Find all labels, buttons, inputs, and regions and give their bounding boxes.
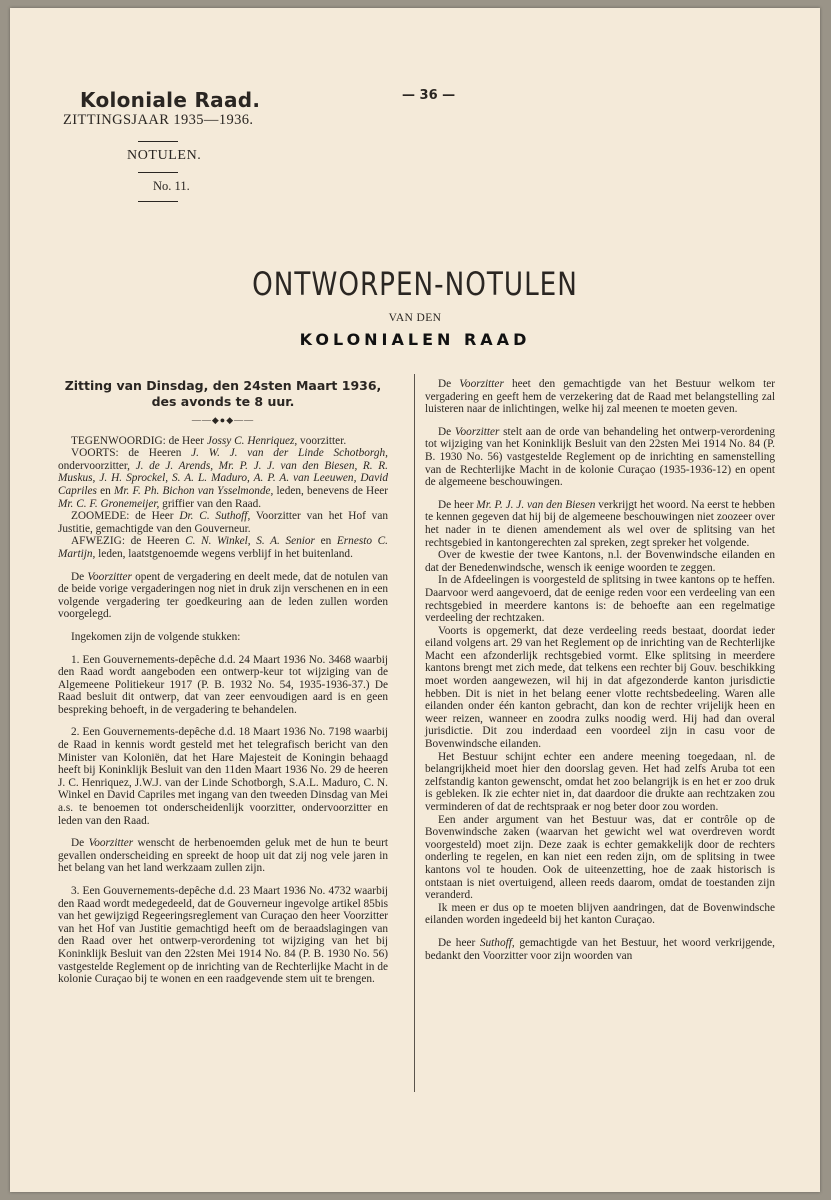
divider [138, 201, 178, 202]
issue-number: No. 11. [153, 179, 190, 193]
welcome-paragraph: De Voorzitter heet den gemachtigde van het Bestuur welkom ter vergadering en geeft hem de verzekering dat de Raad met belangstelling zal luisteren naar de inlichtingen, welke hij zal meenen te moeten geven. [425, 378, 776, 416]
left-column [58, 378, 388, 996]
incoming-item-2: 2. Een Gouvernements-depêche d.d. 18 Maart 1936 No. 7198 waarbij de Raad in kennis wordt gesteld met het telegrafisch bericht van den Minister van Koloniën, dat het Hare Majesteit de Koningin behaagd heeft bij Koninklijk Besluit van den 11den Maart 1936 No. 29 de heeren J. C. Henriquez, J.W.J. van der Linde Schotborgh, S.A.L. Maduro, C. N. Winkel en David Capriles met ingang van den tweeden Dinsdag van Mei a.s. te benoemen tot onderscheidenlijk voorzitter, ondervoorzitter en leden van den Raad. [58, 726, 388, 827]
council-title: Koloniale Raad. [80, 88, 261, 112]
document-title: ONTWORPEN-NOTULEN [252, 265, 578, 303]
notulen-label: NOTULEN. [127, 148, 202, 163]
attendance-voorts: VOORTS: de Heeren J. W. J. van der Linde Schotborgh, ondervoorzitter, J. de J. Arends, Mr. P. J. J. van den Biesen, R. R. Muskus, J. H. Sprockel, S. A. L. Maduro, A. P. A. van Leeuwen, David Capriles en Mr. F. Ph. Bichon van Ysselmonde, leden, benevens de Heer Mr. C. F. Gronemeijer, griffier van den Raad. [58, 447, 389, 510]
council-name-banner: KOLONIALEN RAAD [299, 330, 531, 349]
sitting-heading: Zitting van Dinsdag, den 24sten Maart 1936, des avonds te 8 uur. [64, 378, 382, 409]
speaker-intro-paragraph: De heer Mr. P. J. J. van den Biesen verkrijgt het woord. Na eerst te hebben te kennen gegeven dat hij bij de algemeene beschouwingen niet zoozeer over het nader in te dienen amendement als wel over de splitsing van het rechtsgebied in kantongerechten zal spreken, zegt spreker het volgende. [425, 498, 775, 549]
divider [138, 141, 178, 142]
document-page [10, 8, 820, 1192]
attendance-afwezig: AFWEZIG: de Heeren C. N. Winkel, S. A. Senior en Ernesto C. Martijn, leden, laatstgenoemde wegens verblijf in het buitenland. [58, 535, 388, 560]
subtitle-van-den: VAN DEN [388, 312, 442, 324]
incoming-item-3: 3. Een Gouvernements-depêche d.d. 23 Maart 1936 No. 4732 waarbij den Raad wordt medegedeeld, dat de Gouverneur ingevolge artikel 85bis van het gewijzigd Regeeringsreglement van Curaçao den heer Voorzitter van het Hof van Justitie gemachtigd heeft om de beraadslagingen van den Raad over het ontwerp-verordening tot wijziging van het bij Koninklijk Besluit van den 22sten Mei 1914 No. 84 (P. B. 1930 No. 56) vastgestelde Reglement op de inrichting van de Rechterlijke Macht in de kolonie Curaçao bij te wonen en een raadgevende stem uit te brengen. [58, 885, 389, 986]
page-number: — 36 — [402, 88, 456, 103]
session-year: ZITTINGSJAAR 1935—1936. [63, 112, 254, 128]
ornament-divider: ——◆●◆—— [191, 415, 255, 425]
speech-paragraph-6: Ik meen er dus op te moeten blijven aandringen, dat de Bovenwindsche eilanden worden ingedeeld bij het kanton Curaçao. [425, 901, 775, 927]
column-divider [414, 374, 415, 1092]
divider [138, 172, 178, 173]
congratulation-paragraph: De Voorzitter wenscht de herbenoemden geluk met de hun te beurt gevallen onderscheiding en spreekt de hoop uit dat zij nog vele jaren in het belang van het land werkzaam zullen zijn. [58, 837, 388, 875]
suthoff-paragraph: De heer Suthoff, gemachtigde van het Bestuur, het woord verkrijgende, bedankt den Voorzitter voor zijn woorden van [425, 936, 776, 962]
speech-paragraph-4: Het Bestuur schijnt echter een andere meening toegedaan, nl. de belangrijkheid moet hier den doorslag geven. Het had zelfs Aruba tot een zelfstandig kanton gewenscht, omdat het zoo belangrijk is en het er zoo druk is gebleken. Ik zie echter niet in, dat daardoor die drukte aan rechtzaken zou verminderen of dat de rechtspraak er nog beter door zou worden. [425, 750, 775, 813]
incoming-item-1: 1. Een Gouvernements-depêche d.d. 24 Maart 1936 No. 3468 waarbij den Raad wordt aangeboden een ontwerp-keur tot wijziging van de Algemeene Politiekeur 1917 (P. B. 1932 No. 54, 1935-1936-37.) De Raad besluit dit ontwerp, dat van zeer eenvoudigen aard is en geen bespreking behoeft, in de vergadering te behandelen. [58, 653, 388, 716]
opening-paragraph: De Voorzitter opent de vergadering en deelt mede, dat de notulen van de beide vorige vergaderingen nog niet in druk zijn verschenen en in een volgende vergadering ter goedkeuring aan de leden zullen worden voorgelegd. [58, 570, 388, 621]
attendance-zoomede: ZOOMEDE: de Heer Dr. C. Suthoff, Voorzitter van het Hof van Justitie, gemachtigde van den Gouverneur. [58, 510, 388, 535]
agenda-paragraph: De Voorzitter stelt aan de orde van behandeling het ontwerp-verordening tot wijziging van het Koninklijk Besluit van den 22sten Mei 1914 No. 84 (P. B. 1930 No. 56) vastgestelde Reglement op de inrichting en samenstelling van de Rechterlijke Macht in de kolonie Curaçao (1935-1936-12) en opent de algemeene beschouwingen. [425, 425, 775, 489]
incoming-heading: Ingekomen zijn de volgende stukken: [71, 630, 241, 643]
speech-paragraph-5: Een ander argument van het Bestuur was, dat er contrôle op de Bovenwindsche zaken (waarvan het gewicht wel wat overdreven wordt voorgesteld) moet zijn. Deze zaak is echter gemakkelijk door de rechters onderling te regelen, en kan niet een reden zijn, om de splitsing in twee kantons vol te houden. Ook de uiteenzetting, hoe de zaak historisch is ontstaan is niet overtuigend, alleen reeds daarom, omdat de toestanden zijn veranderd. [425, 813, 775, 902]
speech-paragraph-1: Over de kwestie der twee Kantons, n.l. der Bovenwindsche eilanden en dat der Benedenwindsche, wensch ik eenige woorden te zeggen. [425, 549, 775, 574]
speech-paragraph-2: In de Afdeelingen is voorgesteld de splitsing in twee kantons op te heffen. Daarvoor werd aangevoerd, dat de eenige reden voor een verdeeling van een rechtsgebied in meerdere kantons is: de behoefte aan een regelmatige verdeeling der rechtzaken. [425, 574, 775, 625]
speech-paragraph-3: Voorts is opgemerkt, dat deze verdeeling reeds bestaat, doordat ieder eiland volgens art. 29 van het Reglement op de inrichting van de Rechterlijke Macht een afzonderlijk rechtsgebied vormt. Elke splitsing in meerdere kantons brengt met zich mede, dat telkens een rechter bij Gouv. beschikking moet worden aangewezen, wil hij in dat afgezonderde kanton jurisdictie hebben. Dit is niet in het belang eener vlotte rechtsbedeeling. Waren alle eilanden onder één kanton gebracht, dan kon de rechter vrijelijk heen en weer reizen, wanneer en zoodra zulks noodig werd. Hij had dan overal jurisdictie. Dit zou inderdaad een voordeel zijn in casu voor de Bovenwindsche eilanden. [425, 624, 775, 751]
attendance-present: TEGENWOORDIG: de Heer Jossy C. Henriquez, voorzitter. [71, 434, 347, 447]
right-column [425, 378, 775, 972]
